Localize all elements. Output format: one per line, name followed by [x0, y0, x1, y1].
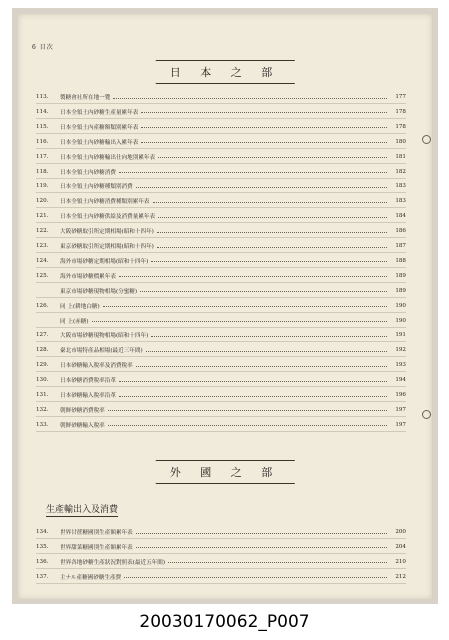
document-page	[18, 14, 432, 599]
toc-entry-number: 120.	[36, 198, 49, 205]
toc-entry-page: 194	[395, 377, 406, 384]
toc-leader-dots	[108, 425, 387, 426]
toc-leader-dots	[158, 217, 387, 218]
toc-entry	[36, 299, 406, 313]
binding-hole	[422, 135, 431, 144]
toc-entry	[36, 343, 406, 357]
toc-entry-page: 182	[395, 168, 406, 175]
toc-entry	[36, 284, 406, 298]
foreign-subheading: 生產輸出入及消費	[46, 502, 118, 517]
toc-entry-title: 大阪砂糖取引所定期相場(昭和十四年)	[60, 229, 154, 236]
toc-entry	[36, 418, 406, 432]
toc-entry-title: 製糖會社所在地一覽	[60, 95, 111, 101]
toc-entry-number: 131.	[36, 392, 49, 398]
toc-entry-number: 115.	[36, 123, 49, 130]
toc-entry-page: 192	[395, 347, 406, 354]
toc-leader-dots	[119, 396, 387, 397]
toc-entry-page: 189	[395, 272, 406, 279]
toc-entry-title: 海外市場砂糖價累年表	[60, 273, 116, 280]
toc-entry	[36, 209, 406, 223]
toc-entry-number: 137.	[36, 573, 49, 580]
toc-entry-page: 178	[395, 123, 406, 130]
toc-entry-number: 116.	[36, 138, 49, 145]
foreign-section-title: 外 國 之 部	[169, 466, 281, 479]
toc-entry-number: 119.	[36, 183, 49, 190]
toc-entry-page: 181	[395, 153, 406, 160]
toc-leader-dots	[157, 232, 387, 233]
toc-entry-number: 123.	[36, 243, 49, 249]
toc-entry-title: 同 上(耕地白糖)	[60, 303, 100, 310]
toc-entry-number: 130.	[36, 377, 49, 384]
toc-leader-dots	[168, 562, 387, 563]
binding-hole	[422, 410, 431, 419]
toc-entry-page: 186	[395, 228, 406, 235]
toc-entry-page: 180	[395, 138, 406, 145]
toc-entry	[36, 150, 406, 164]
toc-entry	[36, 194, 406, 208]
toc-entry-page: 183	[395, 183, 406, 190]
toc-entry-page: 178	[395, 108, 406, 115]
toc-entry-title: 日本砂糖消費稅率沿革	[60, 378, 116, 385]
toc-entry-page: 200	[395, 529, 406, 535]
toc-entry-number: 125.	[36, 272, 49, 279]
heading-rule-bottom	[156, 83, 295, 84]
toc-entry-page: 183	[395, 198, 406, 205]
japan-section-title: 日 本 之 部	[169, 66, 281, 79]
toc-entry-title: 日本全領土內砂糖生產量累年表	[60, 109, 139, 116]
toc-leader-dots	[136, 533, 387, 534]
toc-entry-page: 197	[395, 421, 406, 428]
toc-entry-page: 196	[395, 392, 406, 398]
toc-entry-title: 日本全領土內砂糖消費	[60, 169, 116, 176]
toc-entry	[36, 135, 406, 149]
toc-entry-title: 日本全領土內砂糖供給及消費量累年表	[60, 214, 156, 221]
toc-leader-dots	[124, 577, 387, 578]
toc-entry-number: 136.	[36, 558, 49, 565]
toc-entry	[36, 90, 406, 104]
image-caption: 20030170062_P007	[139, 612, 310, 632]
toc-leader-dots	[140, 291, 387, 292]
toc-entry-title: 日本全領土內砂糖消費種類別累年表	[60, 199, 150, 206]
toc-entry-title: 世界各地砂糖生產狀況對照表(最近五年間)	[60, 559, 166, 566]
toc-entry-page: 190	[395, 317, 406, 324]
toc-leader-dots	[151, 261, 387, 262]
toc-entry-number: 113.	[36, 94, 49, 100]
toc-entry-title: 日本砂糖輸入稅率沿革	[60, 393, 116, 399]
toc-entry-number: 126.	[36, 302, 49, 309]
toc-entry-number: 114.	[36, 108, 49, 115]
toc-entry-number: 117.	[36, 153, 49, 160]
toc-leader-dots	[108, 410, 387, 411]
toc-entry-title: 朝鮮砂糖輸入稅率	[60, 422, 105, 429]
toc-leader-dots	[136, 187, 387, 188]
toc-entry-page: 187	[395, 243, 406, 249]
toc-leader-dots	[158, 157, 387, 158]
toc-leader-dots	[141, 112, 387, 113]
toc-entry-number: 134.	[36, 529, 49, 535]
foreign-section-heading	[156, 464, 295, 480]
toc-entry-title: 海外市場砂糖定期相場(昭和十四年)	[60, 258, 149, 265]
toc-entry-page: 212	[395, 573, 406, 580]
toc-entry-title: 同 上(赤糖)	[60, 318, 89, 325]
toc-entry-number: 124.	[36, 257, 49, 264]
toc-entry-title: 日本全領土內砂糖種類別消費	[60, 184, 133, 191]
toc-entry	[36, 540, 406, 554]
toc-leader-dots	[113, 98, 387, 99]
toc-entry-page: 210	[395, 558, 406, 565]
toc-leader-dots	[153, 202, 387, 203]
toc-leader-dots	[151, 336, 387, 337]
toc-entry-title: 東京市場砂糖現物相場(分蜜糖)	[60, 288, 138, 295]
toc-leader-dots	[157, 247, 387, 248]
toc-entry	[36, 165, 406, 179]
toc-entry-page: 197	[395, 406, 406, 413]
toc-entry	[36, 403, 406, 417]
toc-entry-title: 朝鮮砂糖消費稅率	[60, 407, 105, 414]
page-header: 6 目次	[32, 44, 54, 51]
toc-entry	[36, 388, 406, 402]
toc-entry	[36, 254, 406, 268]
toc-entry-title: 大阪市場砂糖現物相場(昭和十四年)	[60, 333, 149, 340]
heading-rule-top	[156, 460, 295, 461]
toc-leader-dots	[141, 127, 387, 128]
toc-entry-title: 日本全領土內產糖額類別累年表	[60, 124, 139, 131]
toc-entry	[36, 314, 406, 328]
heading-rule-top	[156, 60, 295, 61]
toc-entry-number: 135.	[36, 543, 49, 550]
toc-entry	[36, 224, 406, 238]
toc-entry	[36, 239, 406, 253]
toc-entry-title: 世界甘蔗糖國別生產額累年表	[60, 530, 133, 536]
toc-leader-dots	[146, 351, 387, 352]
toc-entry-number: 133.	[36, 421, 49, 428]
toc-entry	[36, 105, 406, 119]
toc-leader-dots	[119, 172, 387, 173]
toc-entry	[36, 525, 406, 539]
toc-entry	[36, 358, 406, 372]
toc-entry-title: 日本全領土內砂糖輸出仕向地別累年表	[60, 154, 156, 161]
toc-entry-page: 189	[395, 287, 406, 294]
toc-entry	[36, 179, 406, 193]
toc-entry-number: 128.	[36, 347, 49, 354]
toc-entry-page: 177	[395, 94, 406, 100]
toc-entry	[36, 555, 406, 569]
toc-leader-dots	[92, 321, 387, 322]
toc-entry-number: 129.	[36, 362, 49, 369]
toc-entry	[36, 373, 406, 387]
toc-leader-dots	[119, 381, 387, 382]
toc-entry-number: 121.	[36, 213, 49, 220]
toc-entry-number: 122.	[36, 228, 49, 235]
toc-entry-title: 日本全領土內砂糖輸出入累年表	[60, 139, 139, 146]
toc-entry	[36, 269, 406, 283]
toc-entry-page: 204	[395, 543, 406, 550]
toc-entry-number: 118.	[36, 168, 49, 175]
heading-rule-bottom	[156, 483, 295, 484]
toc-entry-title: 日本砂糖輸入稅率及消費稅率	[60, 363, 133, 370]
toc-entry-title: 臺北市場特產品相場(最近三年間)	[60, 348, 143, 355]
toc-entry-title: 主ナル產糖國砂糖生產費	[60, 574, 122, 581]
toc-entry-page: 184	[395, 213, 406, 220]
toc-leader-dots	[136, 547, 387, 548]
toc-entry-number: 127.	[36, 332, 49, 339]
toc-entry-number: 132.	[36, 406, 49, 413]
toc-entry	[36, 570, 406, 584]
toc-entry-page: 188	[395, 257, 406, 264]
japan-section-heading	[156, 64, 295, 80]
toc-entry-page: 191	[395, 332, 406, 339]
toc-entry	[36, 120, 406, 134]
toc-entry-title: 世界甜菜糖國別生產額累年表	[60, 544, 133, 551]
toc-entry-title: 東京砂糖取引所定期相場(昭和十四年)	[60, 244, 154, 250]
toc-leader-dots	[119, 276, 387, 277]
toc-leader-dots	[136, 366, 387, 367]
toc-leader-dots	[141, 142, 387, 143]
toc-entry	[36, 328, 406, 342]
toc-entry-page: 193	[395, 362, 406, 369]
toc-leader-dots	[103, 306, 387, 307]
toc-entry-page: 190	[395, 302, 406, 309]
